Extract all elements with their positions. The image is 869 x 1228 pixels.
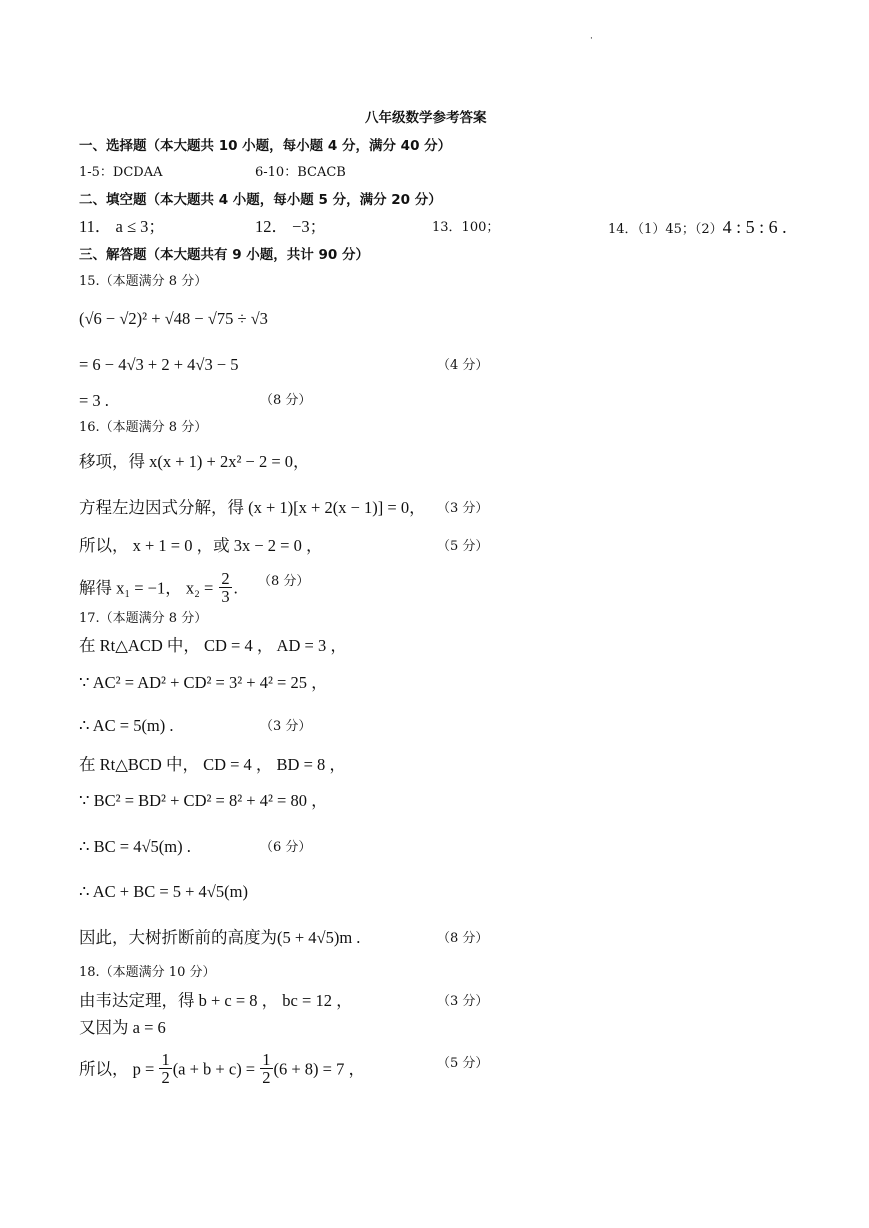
q16-line-4-text: 解得 x₁ = −1， x₂ = bbox=[79, 578, 214, 598]
q18-fraction-denominator: 2 bbox=[161, 1068, 170, 1087]
q18-line-3 bbox=[79, 1050, 365, 1088]
section-heading-solve: 三、解答题（本大题共有 9 小题，共计 90 分） bbox=[79, 247, 369, 263]
q18-line-1: 由韦达定理，得 b + c = 8 ， bc = 12 ， bbox=[79, 991, 353, 1010]
fill-answer-13: 13．100； bbox=[432, 220, 500, 235]
q16-line-2: 方程左边因式分解，得 (x + 1)[x + 2(x − 1)] = 0， bbox=[79, 498, 426, 517]
q17-line-1: 在 Rt△ACD 中， CD = 4 ， AD = 3 ， bbox=[79, 636, 347, 655]
q16-line-4 bbox=[79, 569, 238, 607]
q16-line-3: 所以， x + 1 = 0 ，或 3x − 2 = 0 ， bbox=[79, 536, 323, 555]
q15-line-1: (√6 − √2)² + √48 − √75 ÷ √3 bbox=[79, 309, 268, 328]
q17-score-6: （6 分） bbox=[260, 840, 312, 855]
q18-line-3-prefix: 所以， p = bbox=[79, 1059, 155, 1079]
q17-line-6: ∴ BC = 4√5(m) . bbox=[79, 837, 191, 856]
q18-score-3: （5 分） bbox=[437, 1056, 489, 1071]
q18-fraction-numerator: 1 bbox=[262, 1050, 271, 1069]
q18-score-1: （3 分） bbox=[437, 994, 489, 1009]
q18-line-3-middle: (a + b + c) = bbox=[172, 1059, 256, 1079]
q16-score-3: （5 分） bbox=[437, 539, 489, 554]
choice-answers-1-5: 1-5：DCDAA bbox=[79, 165, 163, 180]
q17-line-7: ∴ AC + BC = 5 + 4√5(m) bbox=[79, 882, 248, 901]
q18-line-3-end: (6 + 8) = 7 ， bbox=[273, 1059, 365, 1079]
q18-fraction-denominator: 2 bbox=[262, 1068, 271, 1087]
q16-score-2: （3 分） bbox=[437, 501, 489, 516]
q16-fraction-numerator: 2 bbox=[221, 569, 230, 588]
q16-line-4-end: . bbox=[233, 578, 238, 598]
fill-answer-14 bbox=[608, 217, 787, 240]
q15-score-2: （4 分） bbox=[437, 358, 489, 373]
q17-score-3: （3 分） bbox=[260, 719, 312, 734]
q18-fraction-half-2 bbox=[260, 1051, 272, 1086]
fill-answer-11: 11． a ≤ 3； bbox=[79, 217, 165, 236]
choice-answers-6-10: 6-10：BCACB bbox=[255, 165, 346, 180]
q18-fraction-half-1 bbox=[159, 1051, 171, 1086]
q17-line-4: 在 Rt△BCD 中， CD = 4 ， BD = 8 ， bbox=[79, 755, 346, 774]
q18-line-2: 又因为 a = 6 bbox=[79, 1018, 166, 1037]
q16-fraction-two-thirds bbox=[219, 570, 231, 605]
top-dot: · bbox=[590, 34, 593, 44]
q16-line-1: 移项，得 x(x + 1) + 2x² − 2 = 0， bbox=[79, 452, 310, 471]
q16-score-4: （8 分） bbox=[258, 574, 310, 589]
q16-fraction-denominator: 3 bbox=[221, 587, 230, 606]
fill-answer-14-prefix: 14．（1）45；（2） bbox=[608, 222, 723, 237]
q17-heading: 17.（本题满分 8 分） bbox=[79, 611, 208, 626]
q18-heading: 18.（本题满分 10 分） bbox=[79, 965, 216, 980]
section-heading-fill: 二、填空题（本大题共 4 小题，每小题 5 分，满分 20 分） bbox=[79, 192, 442, 208]
q17-line-3: ∴ AC = 5(m) . bbox=[79, 716, 174, 735]
q17-line-2: ∵ AC² = AD² + CD² = 3² + 4² = 25 ， bbox=[79, 673, 328, 692]
q15-line-3: = 3 . bbox=[79, 391, 109, 410]
q15-line-2: = 6 − 4√3 + 2 + 4√3 − 5 bbox=[79, 355, 239, 374]
fill-answer-12: 12． −3； bbox=[255, 217, 327, 236]
fill-answer-14-ratio: 4 : 5 : 6 . bbox=[722, 217, 787, 237]
q18-fraction-numerator: 1 bbox=[161, 1050, 170, 1069]
q16-heading: 16.（本题满分 8 分） bbox=[79, 420, 208, 435]
q17-score-8: （8 分） bbox=[437, 931, 489, 946]
q15-heading: 15.（本题满分 8 分） bbox=[79, 274, 208, 289]
section-heading-choice: 一、选择题（本大题共 10 小题，每小题 4 分，满分 40 分） bbox=[79, 138, 452, 154]
page-title: 八年级数学参考答案 bbox=[365, 110, 487, 126]
q15-score-3: （8 分） bbox=[260, 393, 312, 408]
q17-line-8: 因此，大树折断前的高度为(5 + 4√5)m . bbox=[79, 928, 361, 947]
q17-line-5: ∵ BC² = BD² + CD² = 8² + 4² = 80 ， bbox=[79, 791, 328, 810]
